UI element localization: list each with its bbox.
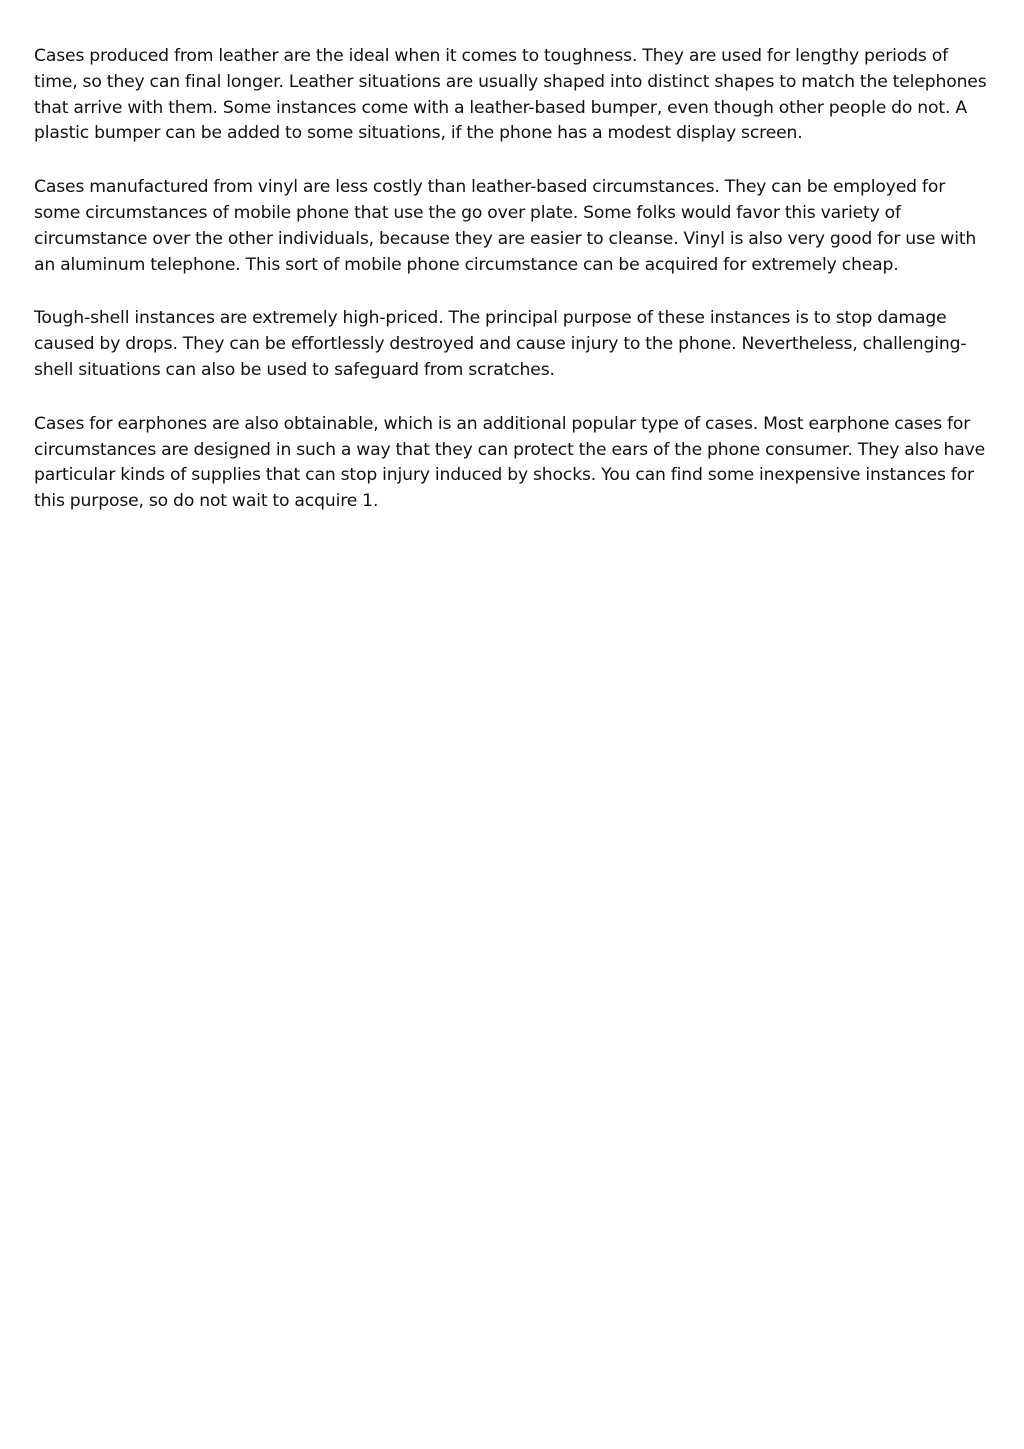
paragraph-earphone-cases: Cases for earphones are also obtainable, which is an additional popular type of cases. Most earphone cases for circumstances are designed in such a way that they can protect the ears of the phone consumer. They also have particular kinds of supplies that can stop injury induced by shocks. You can find some inexpensive instances for this purpose, so do not wait to acquire 1. — [34, 413, 986, 512]
document-body — [34, 44, 992, 515]
paragraph-tough-shell-cases: Tough-shell instances are extremely high-priced. The principal purpose of these instances is to stop damage caused by drops. They can be effortlessly destroyed and cause injury to the phone. Nevertheless, challenging-shell situations can also be used to safeguard from scratches. — [34, 308, 967, 380]
paragraph-leather-cases: Cases produced from leather are the ideal when it comes to toughness. They are used for lengthy periods of time, so they can final longer. Leather situations are usually shaped into distinct shapes to match the telephones that arrive with them. Some instances come with a leather-based bumper, even though other people do not. A plastic bumper can be added to some situations, if the phone has a modest display screen. — [34, 46, 987, 144]
paragraph-vinyl-cases: Cases manufactured from vinyl are less costly than leather-based circumstances. They can be employed for some circumstances of mobile phone that use the go over plate. Some folks would favor this variety of circumstance over the other individuals, because they are easier to cleanse. Vinyl is also very good for use with an aluminum telephone. This sort of mobile phone circumstance can be acquired for extremely cheap. — [34, 177, 977, 275]
